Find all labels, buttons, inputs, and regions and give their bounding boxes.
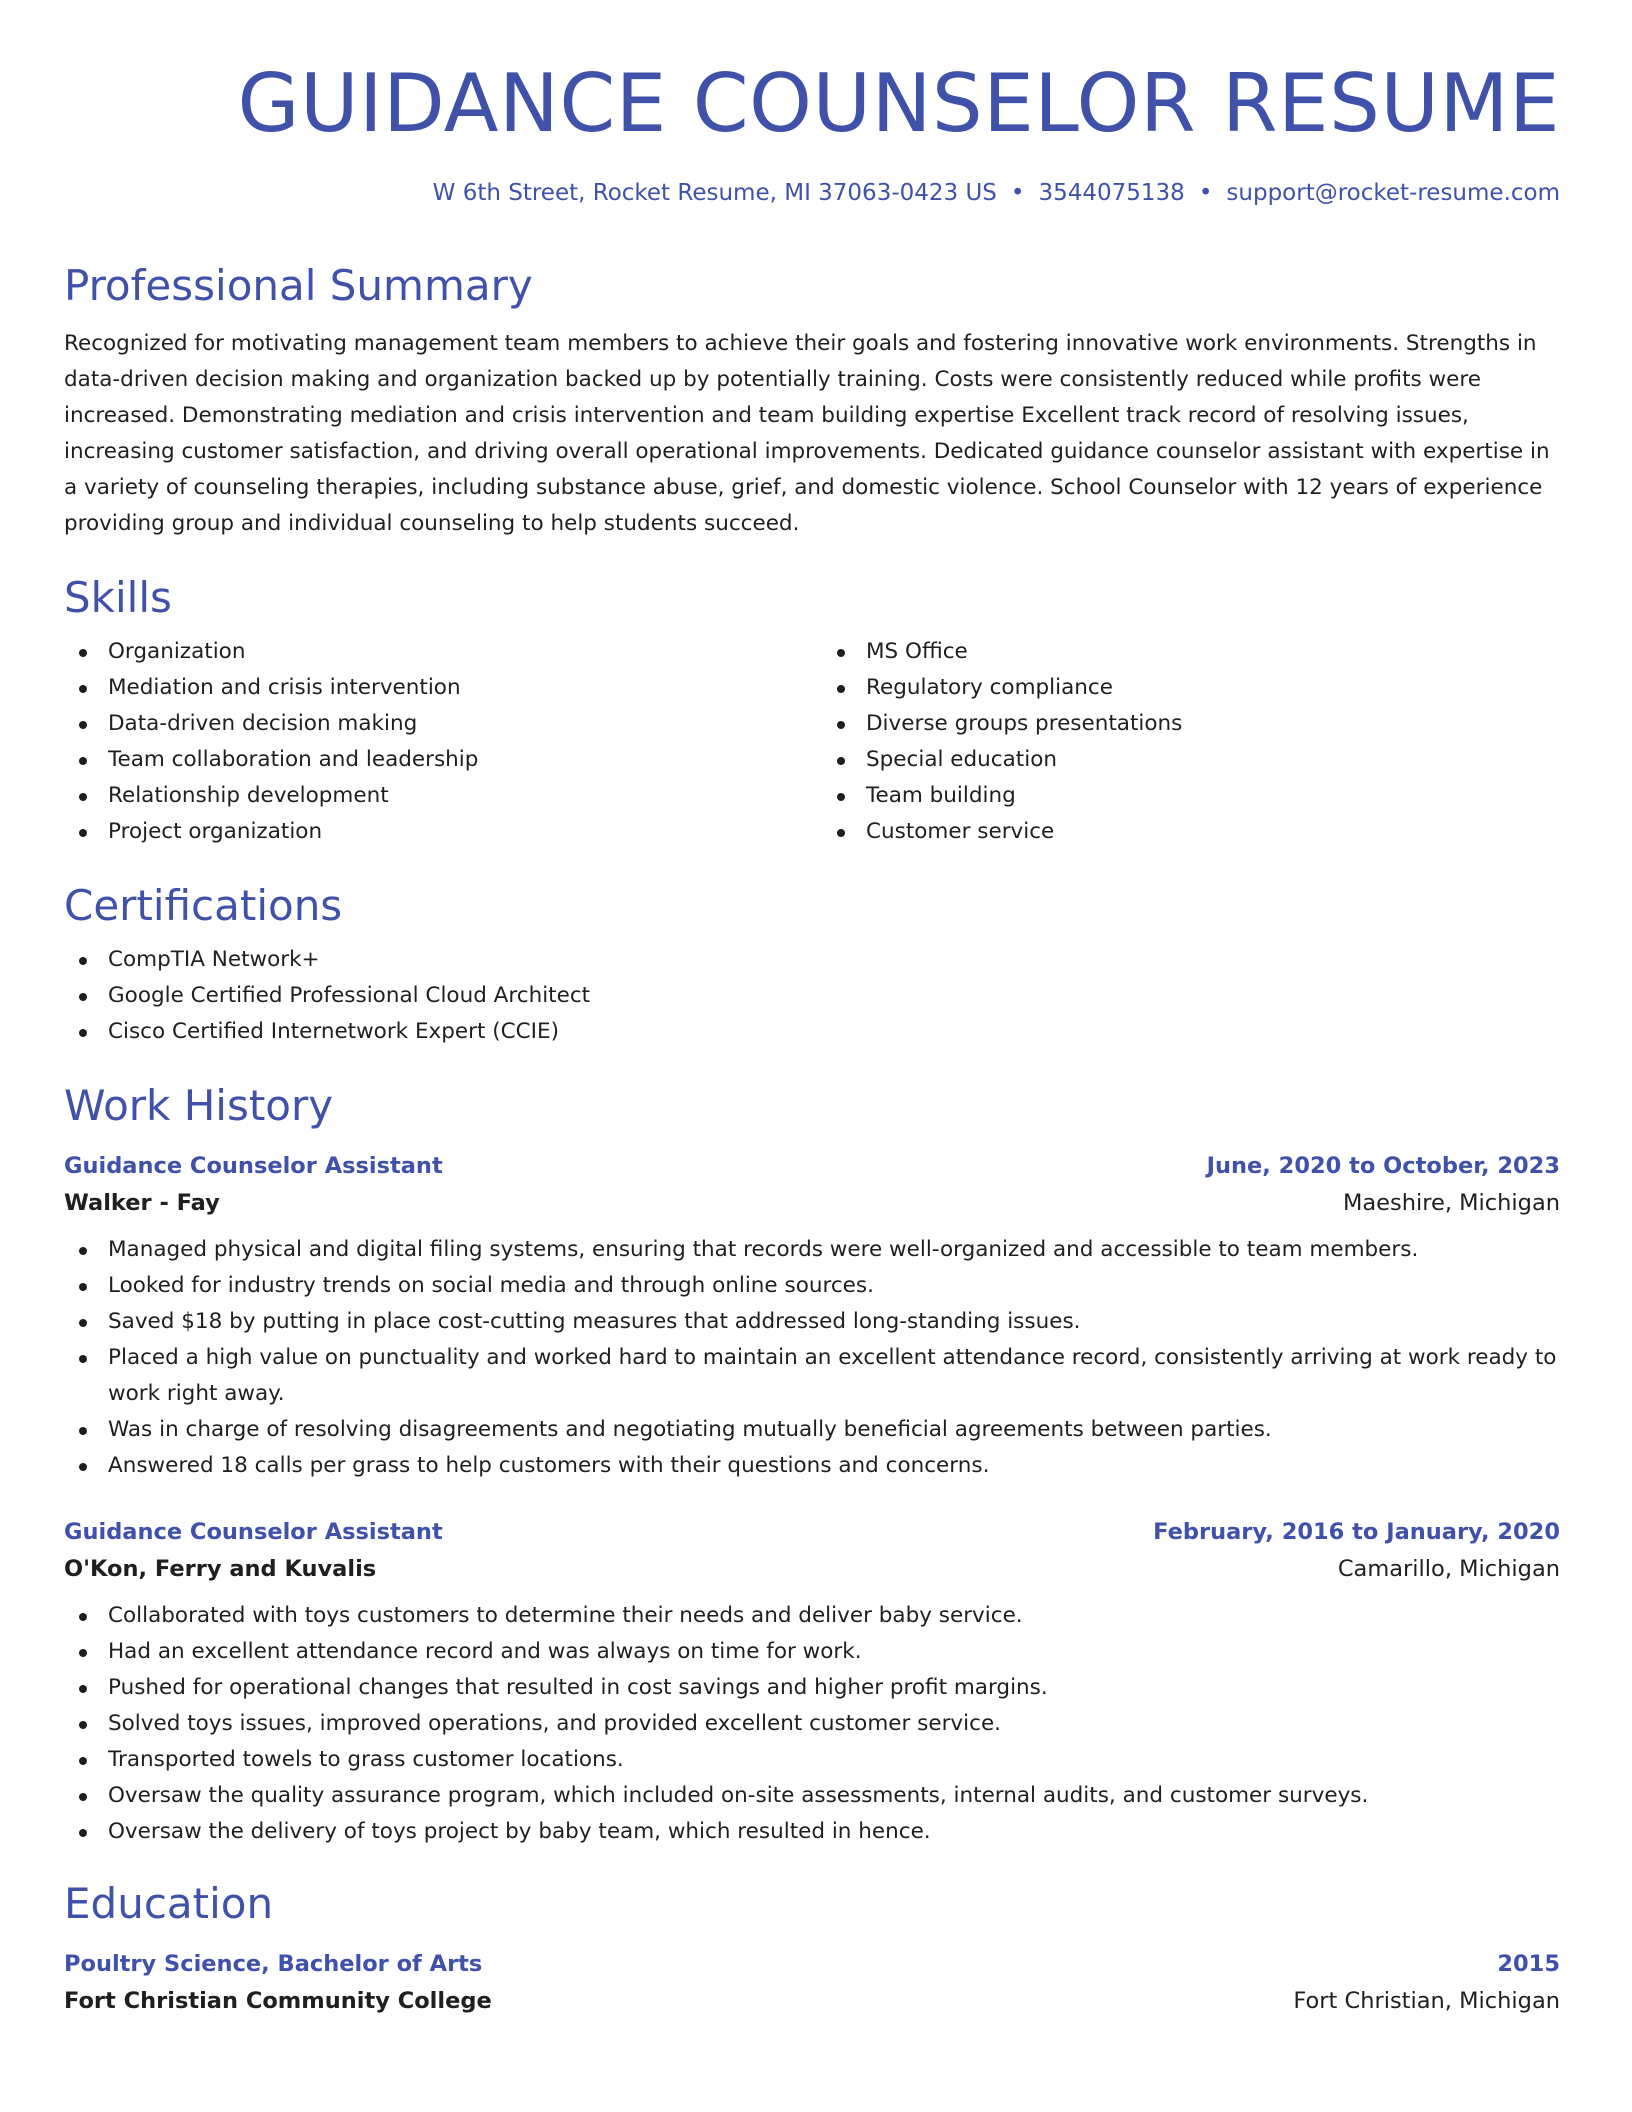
job-duty-item: Transported towels to grass customer locations. [64, 1742, 1560, 1778]
resume-page [64, 0, 1560, 2020]
job-company: Walker - Fay [64, 1190, 220, 1216]
skill-item: Team collaboration and leadership [64, 742, 802, 778]
job-entry [64, 1148, 1560, 1484]
summary-heading: Professional Summary [64, 261, 533, 310]
skills-section [64, 572, 1560, 850]
skill-item: Organization [64, 634, 802, 670]
contact-phone: 3544075138 [1038, 180, 1185, 206]
contact-separator: • [1198, 180, 1213, 206]
skill-item: Data-driven decision making [64, 706, 802, 742]
education-degree: Poultry Science, Bachelor of Arts [64, 1951, 483, 1977]
job-company-row [64, 1184, 1560, 1222]
education-heading: Education [64, 1879, 274, 1928]
job-duty-item: Looked for industry trends on social media and through online sources. [64, 1268, 1560, 1304]
contact-line [64, 178, 1560, 208]
job-duty-item: Oversaw the quality assurance program, which included on-site assessments, internal audits, and customer surveys. [64, 1778, 1560, 1814]
skill-item: Diverse groups presentations [822, 706, 1560, 742]
summary-section [64, 260, 1560, 542]
skill-item: Mediation and crisis intervention [64, 670, 802, 706]
contact-separator: • [1010, 180, 1025, 206]
job-dates: June, 2020 to October, 2023 [1206, 1153, 1560, 1179]
job-duty-item: Was in charge of resolving disagreements and negotiating mutually beneficial agreements between parties. [64, 1412, 1560, 1448]
skills-grid [64, 624, 1560, 850]
job-duty-item: Oversaw the delivery of toys project by baby team, which resulted in hence. [64, 1814, 1560, 1850]
job-location: Camarillo, Michigan [1337, 1556, 1560, 1582]
summary-text: Recognized for motivating management team members to achieve their goals and fostering innovative work environments. Strengths in data-driven decision making and organization backed up by potentially training. Costs were consistently reduced while profits were increased. Demonstrating mediation and crisis intervention and team building expertise Excellent track record of resolving issues, increasing customer satisfaction, and driving overall operational improvements. Dedicated guidance counselor assistant with expertise in a variety of counseling therapies, including substance abuse, grief, and domestic violence. School Counselor with 12 years of experience providing group and individual counseling to help students succeed. [64, 331, 1550, 536]
job-title: Guidance Counselor Assistant [64, 1153, 443, 1179]
job-duty-item: Saved $18 by putting in place cost-cutting measures that addressed long-standing issues. [64, 1304, 1560, 1340]
education-school-row [64, 1982, 1560, 2020]
education-year: 2015 [1497, 1951, 1560, 1977]
certifications-list [64, 942, 1560, 1050]
skill-item: MS Office [822, 634, 1560, 670]
skills-list-left [64, 634, 802, 850]
certification-item: CompTIA Network+ [64, 942, 1560, 978]
skill-item: Relationship development [64, 778, 802, 814]
job-duty-item: Had an excellent attendance record and was always on time for work. [64, 1634, 1560, 1670]
skills-list-right [822, 634, 1560, 850]
job-header-row [64, 1148, 1560, 1184]
skill-item: Project organization [64, 814, 802, 850]
education-location: Fort Christian, Michigan [1293, 1988, 1560, 2014]
education-school: Fort Christian Community College [64, 1988, 492, 2014]
certification-item: Google Certified Professional Cloud Architect [64, 978, 1560, 1014]
certification-item: Cisco Certified Internetwork Expert (CCIE) [64, 1014, 1560, 1050]
job-header-row [64, 1514, 1560, 1550]
job-company: O'Kon, Ferry and Kuvalis [64, 1556, 377, 1582]
job-duty-item: Managed physical and digital filing systems, ensuring that records were well-organized and accessible to team members. [64, 1232, 1560, 1268]
job-entry [64, 1514, 1560, 1850]
job-duties-list [64, 1232, 1560, 1484]
skills-heading: Skills [64, 573, 172, 622]
certifications-section [64, 880, 1560, 1050]
resume-title: GUIDANCE COUNSELOR RESUME [237, 57, 1560, 150]
job-duty-item: Answered 18 calls per grass to help customers with their questions and concerns. [64, 1448, 1560, 1484]
work-history-heading: Work History [64, 1081, 334, 1130]
skill-item: Special education [822, 742, 1560, 778]
job-duty-item: Solved toys issues, improved operations, and provided excellent customer service. [64, 1706, 1560, 1742]
job-location: Maeshire, Michigan [1342, 1190, 1560, 1216]
education-entry [64, 1946, 1560, 2020]
work-history-section [64, 1080, 1560, 1850]
education-section [64, 1878, 1560, 2020]
skill-item: Customer service [822, 814, 1560, 850]
job-company-row [64, 1550, 1560, 1588]
contact-address: W 6th Street, Rocket Resume, MI 37063-0423 US [432, 180, 997, 206]
job-duty-item: Collaborated with toys customers to determine their needs and deliver baby service. [64, 1598, 1560, 1634]
job-duty-item: Pushed for operational changes that resulted in cost savings and higher profit margins. [64, 1670, 1560, 1706]
certifications-heading: Certifications [64, 881, 343, 930]
job-dates: February, 2016 to January, 2020 [1153, 1519, 1560, 1545]
skill-item: Team building [822, 778, 1560, 814]
job-title: Guidance Counselor Assistant [64, 1519, 443, 1545]
job-duty-item: Placed a high value on punctuality and worked hard to maintain an excellent attendance record, consistently arriving at work ready to work right away. [64, 1340, 1560, 1412]
contact-email: support@rocket-resume.com [1226, 180, 1560, 206]
job-duties-list [64, 1598, 1560, 1850]
education-degree-row [64, 1946, 1560, 1982]
skill-item: Regulatory compliance [822, 670, 1560, 706]
